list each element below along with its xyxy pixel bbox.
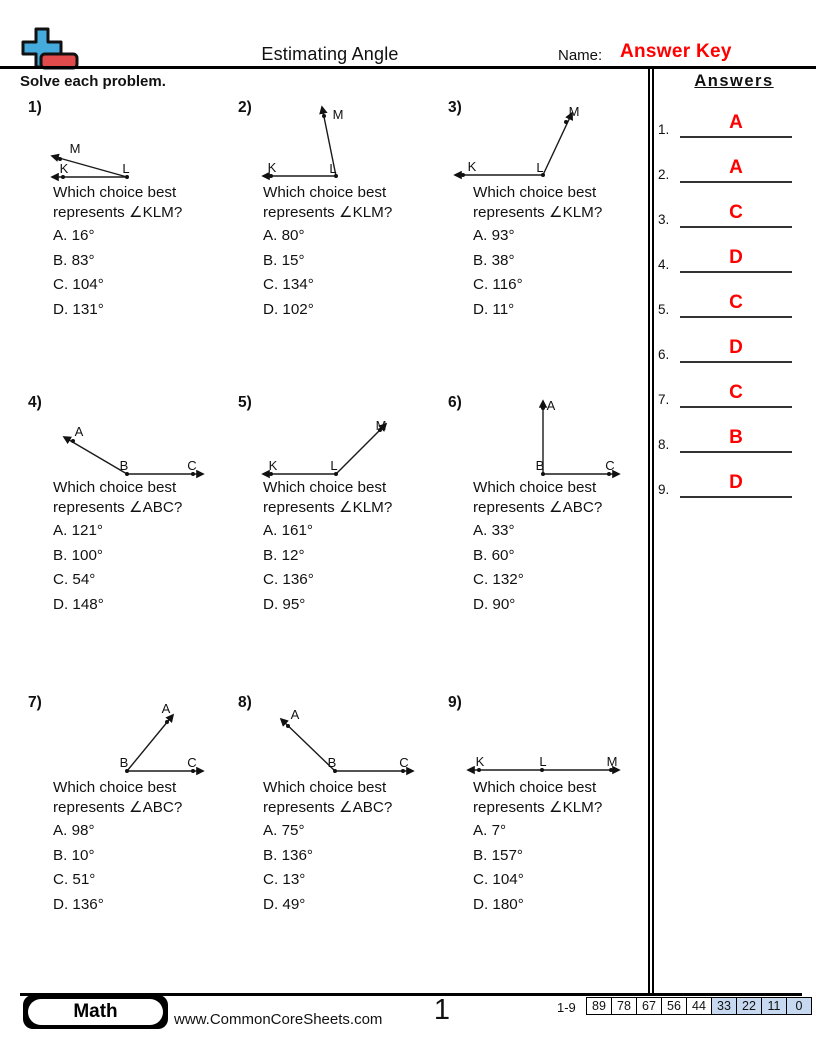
point-label: A: [290, 707, 300, 722]
grade-range-label: 1-9: [557, 1000, 576, 1015]
choice-option: A. 121°: [53, 522, 103, 539]
question-line: Which choice best: [53, 184, 177, 201]
choice-option: B. 157°: [473, 846, 523, 864]
point-label: M: [332, 107, 344, 122]
choice-option: B. 100°: [53, 546, 103, 564]
grade-scale-cell: 44: [686, 997, 712, 1015]
grade-scale-cell: 0: [786, 997, 812, 1015]
point-dot: [461, 173, 465, 177]
problem-number: 6): [448, 394, 462, 411]
problem-number: 3): [448, 99, 462, 116]
angle-diagram: [230, 690, 440, 780]
grade-scale-cell: 78: [611, 997, 637, 1015]
question-line: Which choice best: [53, 779, 177, 796]
choice-option: D. 148°: [53, 595, 104, 613]
question-line: represents ∠KLM?: [263, 203, 393, 221]
worksheet-title: Estimating Angle: [261, 44, 399, 64]
question-line: represents ∠KLM?: [473, 203, 603, 221]
answer-letter: A: [729, 157, 743, 178]
angle-diagram: [20, 390, 230, 480]
choice-option: C. 13°: [263, 871, 306, 889]
answer-number: 2.: [658, 167, 670, 182]
page-number: 1: [433, 994, 451, 1026]
point-label: B: [119, 458, 129, 473]
problem-question: [263, 183, 392, 222]
angle-diagram: [440, 95, 650, 185]
choice-option: C. 132°: [473, 571, 524, 589]
answer-blank-line: [680, 316, 792, 318]
problem-number: 2): [238, 99, 252, 116]
choice-option: A. 80°: [263, 227, 305, 244]
choice-option: D. 49°: [263, 895, 306, 913]
choice-list: [53, 519, 104, 617]
point-label: A: [546, 398, 556, 413]
problem: [230, 95, 440, 385]
answer-number: 6.: [658, 347, 670, 362]
answer-row: [655, 110, 797, 138]
choice-list: [473, 224, 523, 322]
point-label: L: [539, 754, 547, 769]
name-label: Name:: [558, 47, 603, 64]
question-line: represents ∠KLM?: [473, 798, 603, 816]
choice-option: A. 93°: [473, 227, 515, 244]
choice-option: C. 104°: [53, 276, 104, 294]
answer-letter: D: [729, 337, 743, 358]
point-dot: [541, 406, 545, 410]
point-label: L: [536, 160, 544, 175]
problem: [440, 390, 650, 680]
answer-letter: D: [729, 472, 743, 493]
problem-question: [263, 478, 392, 517]
choice-option: B. 38°: [473, 251, 515, 269]
point-label: L: [330, 458, 338, 473]
choice-option: D. 180°: [473, 895, 524, 913]
answer-blank-line: [680, 271, 792, 273]
choice-option: A. 161°: [263, 522, 313, 539]
choice-option: A. 98°: [53, 822, 95, 839]
point-label: B: [327, 755, 337, 770]
answer-letter: C: [729, 202, 743, 223]
point-label: L: [329, 161, 337, 176]
question-line: Which choice best: [473, 479, 597, 496]
header-divider: [0, 66, 816, 69]
problem: [440, 95, 650, 385]
problem-question: [473, 778, 602, 817]
point-label: K: [467, 159, 477, 174]
grade-scale-cell: 67: [636, 997, 662, 1015]
choice-list: [473, 519, 524, 617]
choice-option: C. 104°: [473, 871, 524, 889]
answer-row: [655, 290, 797, 318]
choice-option: C. 136°: [263, 571, 314, 589]
choice-option: D. 90°: [473, 595, 516, 613]
problem-number: 9): [448, 694, 462, 711]
choice-list: [53, 819, 104, 917]
point-label: B: [535, 458, 545, 473]
angle-diagram: [20, 95, 230, 185]
problem-question: [473, 183, 602, 222]
grade-scale-table: [586, 997, 812, 1015]
problem-number: 4): [28, 394, 42, 411]
choice-option: C. 134°: [263, 276, 314, 294]
question-line: Which choice best: [53, 479, 177, 496]
answer-blank-line: [680, 406, 792, 408]
answer-blank-line: [680, 451, 792, 453]
choice-option: A. 16°: [53, 227, 95, 244]
problem-question: [53, 183, 182, 222]
answer-key-label: Answer Key: [620, 41, 732, 62]
problem: [20, 690, 230, 980]
choice-list: [53, 224, 104, 322]
point-label: C: [187, 458, 197, 473]
grade-scale-cell: 89: [586, 997, 612, 1015]
math-badge: [23, 995, 168, 1029]
choice-list: [263, 519, 314, 617]
problem-question: [473, 478, 602, 517]
angle-diagram: [20, 690, 230, 780]
point-dot: [286, 724, 290, 728]
answer-row: [655, 200, 797, 228]
answer-number: 3.: [658, 212, 670, 227]
point-label: M: [69, 141, 81, 156]
problem: [20, 95, 230, 385]
answer-number: 5.: [658, 302, 670, 317]
problem-number: 1): [28, 99, 42, 116]
point-label: K: [267, 160, 277, 175]
answer-blank-line: [680, 181, 792, 183]
point-label: K: [475, 754, 485, 769]
choice-list: [263, 819, 313, 917]
point-label: C: [605, 458, 615, 473]
choice-option: D. 102°: [263, 300, 314, 318]
choice-option: C. 116°: [473, 276, 523, 294]
answer-letter: C: [729, 292, 743, 313]
question-line: represents ∠KLM?: [263, 498, 393, 516]
answer-letter: A: [729, 112, 743, 133]
grade-scale-cell: 56: [661, 997, 687, 1015]
answer-row: [655, 470, 797, 498]
instructions-text: Solve each problem.: [20, 73, 166, 90]
choice-option: C. 51°: [53, 871, 96, 889]
choice-option: D. 95°: [263, 595, 306, 613]
question-line: Which choice best: [473, 184, 597, 201]
answer-number: 1.: [658, 122, 670, 137]
question-line: Which choice best: [263, 184, 387, 201]
point-label: A: [74, 424, 84, 439]
problem: [230, 690, 440, 980]
choice-option: B. 83°: [53, 251, 95, 269]
answers-heading: Answers: [694, 72, 774, 90]
choice-option: B. 60°: [473, 546, 515, 564]
angle-diagram: [440, 690, 650, 780]
point-label: M: [568, 104, 580, 119]
answer-blank-line: [680, 361, 792, 363]
answer-letter: D: [729, 247, 743, 268]
problem-number: 7): [28, 694, 42, 711]
angle-diagram: [230, 95, 440, 185]
point-label: M: [606, 754, 618, 769]
point-dot: [564, 120, 568, 124]
answer-row: [655, 245, 797, 273]
angle-diagram: [440, 390, 650, 480]
choice-option: D. 131°: [53, 300, 104, 318]
choice-option: C. 54°: [53, 571, 96, 589]
question-line: represents ∠ABC?: [53, 798, 183, 816]
point-label: M: [375, 418, 387, 433]
answer-blank-line: [680, 136, 792, 138]
problem: [20, 390, 230, 680]
question-line: Which choice best: [473, 779, 597, 796]
choice-option: D. 136°: [53, 895, 104, 913]
choice-option: B. 12°: [263, 546, 305, 564]
choice-option: A. 33°: [473, 522, 515, 539]
question-line: represents ∠ABC?: [473, 498, 603, 516]
answer-row: [655, 425, 797, 453]
website-text: www.CommonCoreSheets.com: [174, 1011, 383, 1028]
question-line: represents ∠KLM?: [53, 203, 183, 221]
point-label: C: [399, 755, 409, 770]
point-label: A: [161, 701, 171, 716]
choice-list: [473, 819, 524, 917]
grade-scale-cell: 33: [711, 997, 737, 1015]
problem-number: 8): [238, 694, 252, 711]
grade-scale-cell: 22: [736, 997, 762, 1015]
answer-blank-line: [680, 226, 792, 228]
answer-number: 4.: [658, 257, 670, 272]
question-line: represents ∠ABC?: [263, 798, 393, 816]
point-dot: [71, 439, 75, 443]
problem-number: 5): [238, 394, 252, 411]
problem-question: [53, 778, 182, 817]
answer-number: 7.: [658, 392, 670, 407]
answer-number: 8.: [658, 437, 670, 452]
choice-option: B. 10°: [53, 846, 95, 864]
point-label: K: [268, 458, 278, 473]
answer-row: [655, 335, 797, 363]
point-dot: [165, 720, 169, 724]
problem-question: [53, 478, 182, 517]
math-badge-label: Math: [28, 999, 163, 1025]
answer-row: [655, 155, 797, 183]
problem-question: [263, 778, 392, 817]
grade-scale-cell: 11: [761, 997, 787, 1015]
answer-blank-line: [680, 496, 792, 498]
question-line: represents ∠ABC?: [53, 498, 183, 516]
angle-diagram: [230, 390, 440, 480]
point-dot: [322, 114, 326, 118]
problem: [440, 690, 650, 980]
answer-number: 9.: [658, 482, 670, 497]
choice-option: A. 7°: [473, 822, 507, 839]
answer-letter: B: [729, 427, 743, 448]
point-label: B: [119, 755, 129, 770]
question-line: Which choice best: [263, 479, 387, 496]
answer-letter: C: [729, 382, 743, 403]
choice-option: A. 75°: [263, 822, 305, 839]
answers-divider: [652, 66, 654, 995]
problem: [230, 390, 440, 680]
choice-option: B. 136°: [263, 846, 313, 864]
point-label: C: [187, 755, 197, 770]
point-label: K: [59, 161, 69, 176]
point-label: L: [122, 161, 130, 176]
choice-list: [263, 224, 314, 322]
question-line: Which choice best: [263, 779, 387, 796]
choice-option: D. 11°: [473, 300, 515, 318]
choice-option: B. 15°: [263, 251, 305, 269]
answer-row: [655, 380, 797, 408]
